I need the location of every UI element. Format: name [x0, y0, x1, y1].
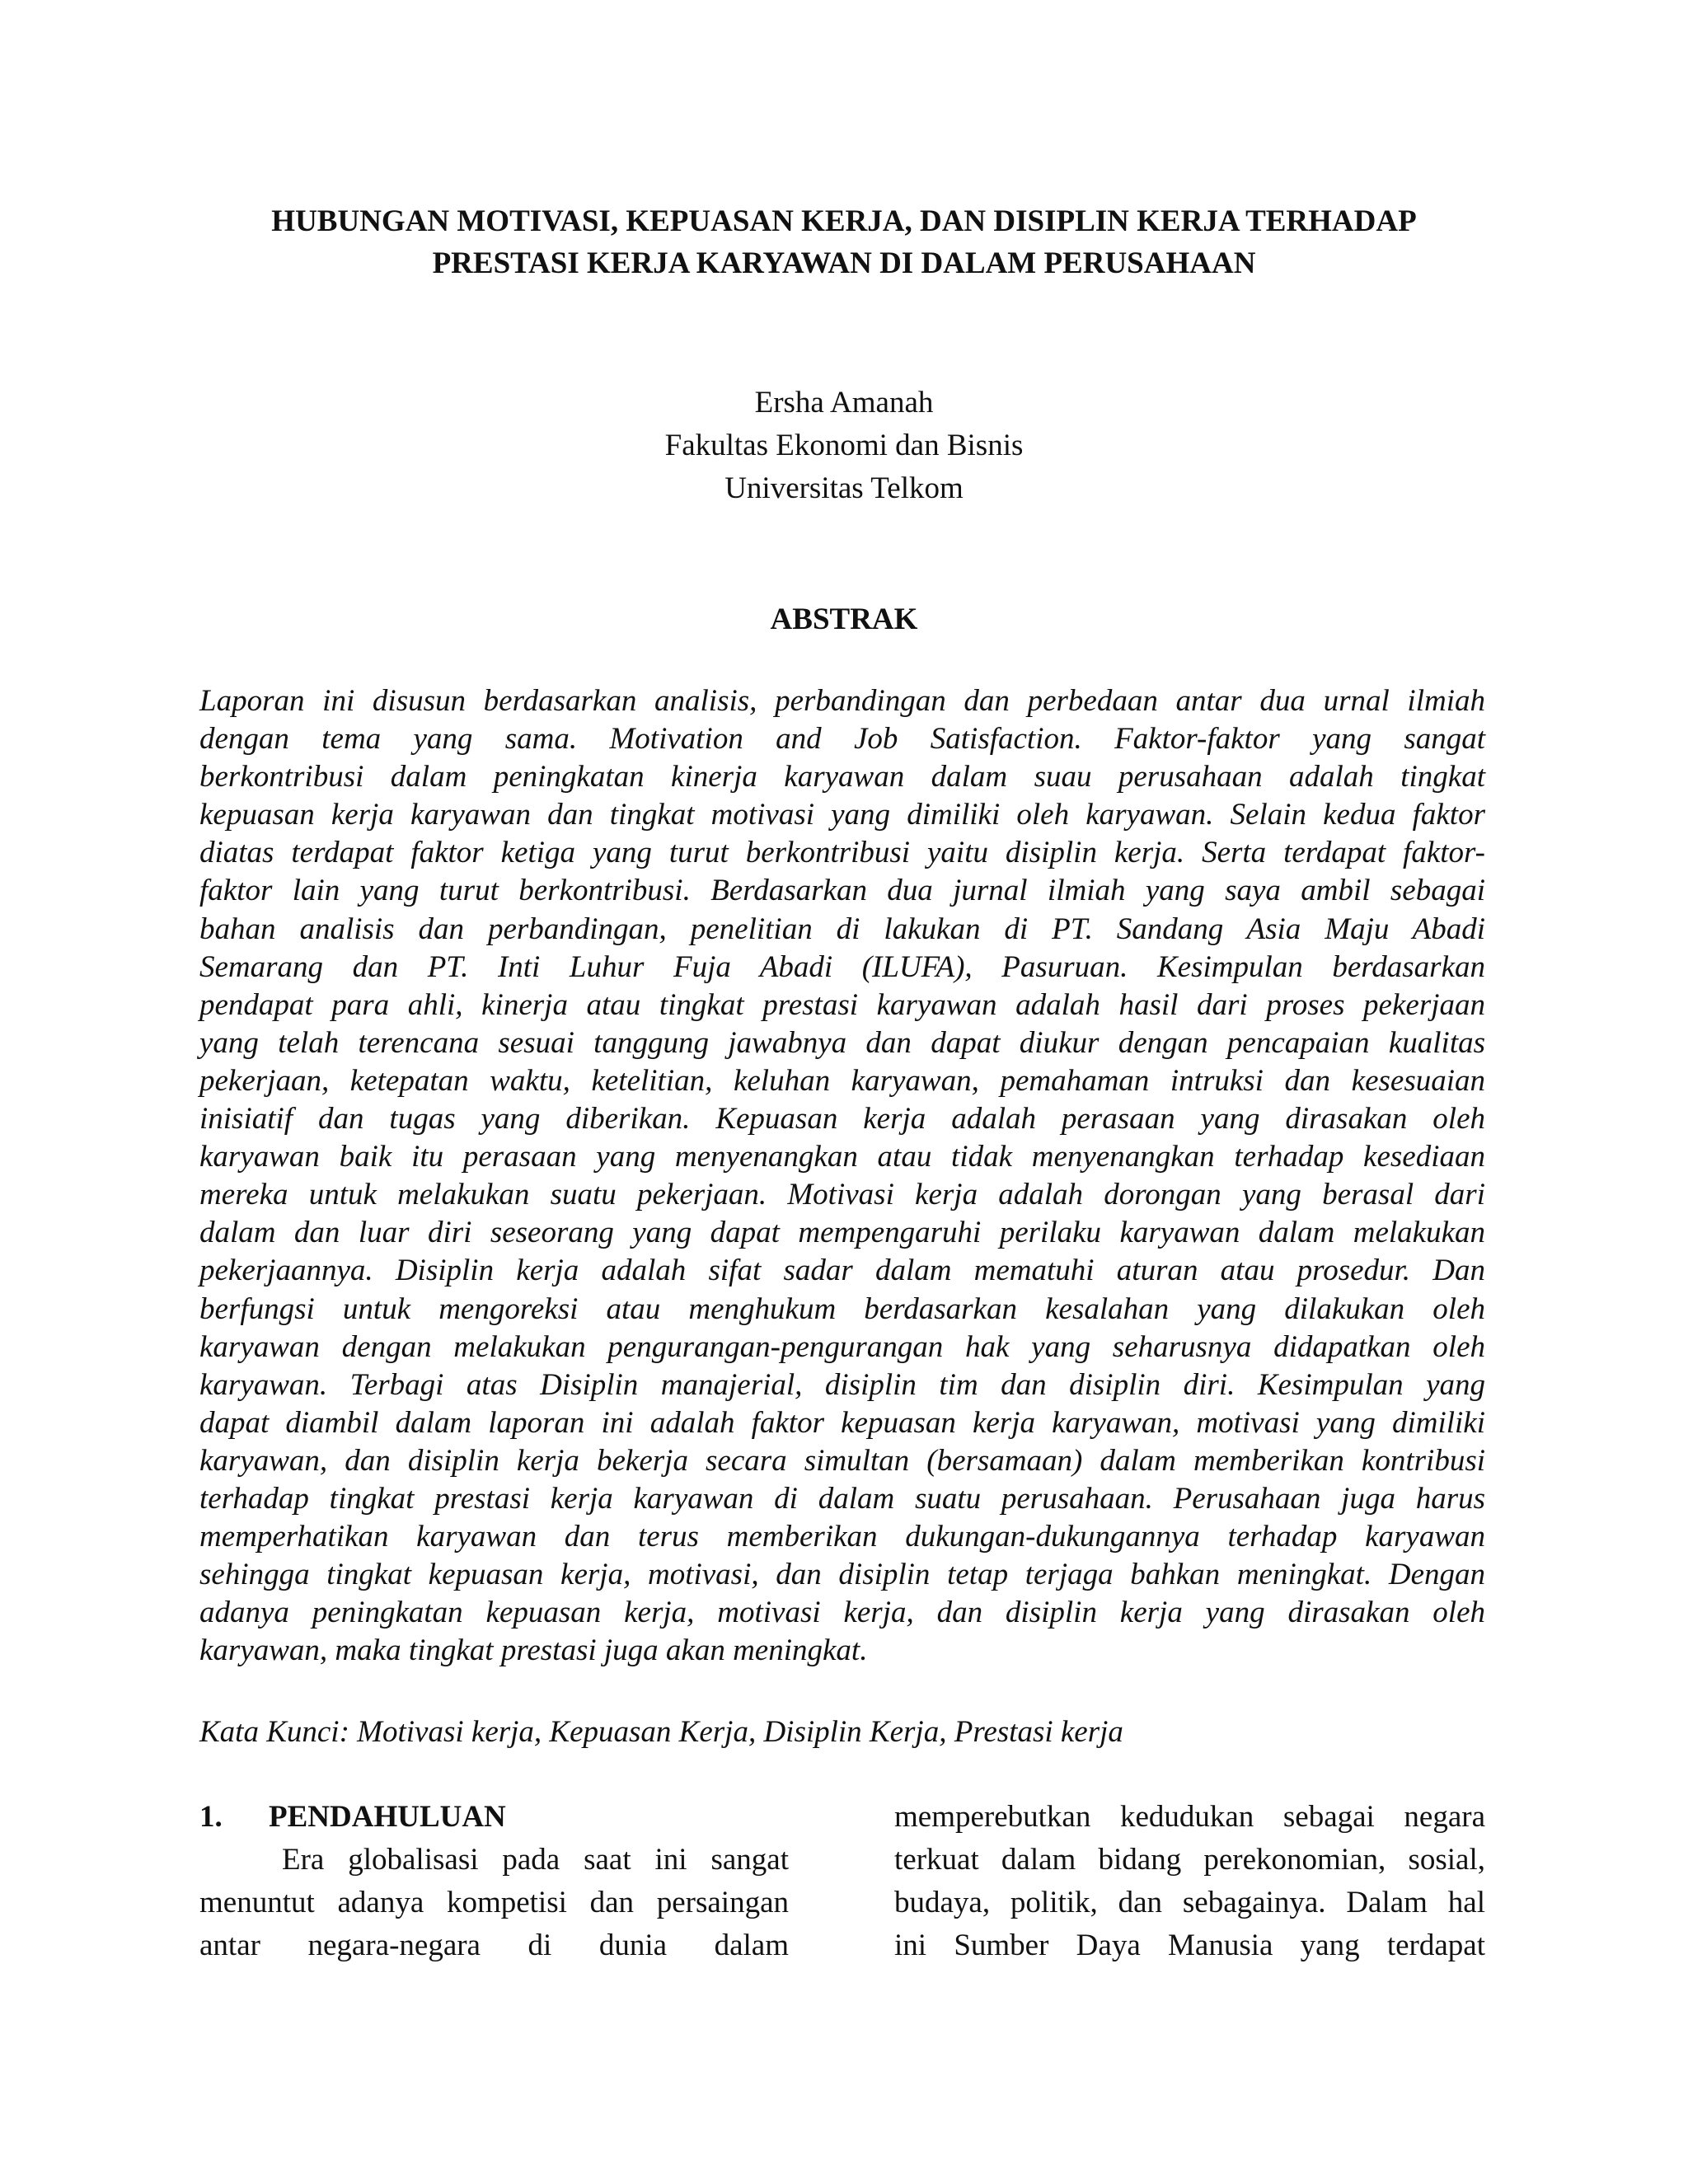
- author-university: Universitas Telkom: [724, 471, 964, 505]
- abstract-line: Laporan ini disusun berdasarkan analisis, perbandingan dan perbedaan antar dua urnal ilmiah: [199, 684, 1485, 718]
- abstract-line: diatas terdapat faktor ketiga yang turut berkontribusi yaitu disiplin kerja. Serta terdapat faktor-: [199, 836, 1485, 870]
- abstract-line: Semarang dan PT. Inti Luhur Fuja Abadi (ILUFA), Pasuruan. Kesimpulan berdasarkan: [199, 949, 1485, 984]
- abstract-line: karyawan, maka tingkat prestasi juga akan meningkat.: [199, 1633, 868, 1668]
- paper-title-line: HUBUNGAN MOTIVASI, KEPUASAN KERJA, DAN DISIPLIN KERJA TERHADAP: [271, 204, 1417, 238]
- body-line: ini Sumber Daya Manusia yang terdapat: [894, 1929, 1485, 1962]
- abstract-line: dengan tema yang sama. Motivation and Job Satisfaction. Faktor-faktor yang sangat: [199, 722, 1485, 757]
- keywords: Kata Kunci: Motivasi kerja, Kepuasan Kerja, Disiplin Kerja, Prestasi kerja: [199, 1715, 1123, 1749]
- abstract-body: [199, 682, 1485, 1670]
- section-number: 1.: [199, 1800, 223, 1834]
- abstract-line: dalam dan luar diri seseorang yang dapat mempengaruhi perilaku karyawan dalam melakukan: [199, 1216, 1485, 1250]
- paper-title-line: PRESTASI KERJA KARYAWAN DI DALAM PERUSAHAAN: [432, 246, 1256, 280]
- abstract-line: karyawan dengan melakukan pengurangan-pengurangan hak yang seharusnya didapatkan oleh: [199, 1329, 1485, 1364]
- abstract-line: sehingga tingkat kepuasan kerja, motivasi, dan disiplin tetap terjaga bahkan meningkat. Dengan: [199, 1558, 1485, 1592]
- author-faculty: Fakultas Ekonomi dan Bisnis: [664, 429, 1024, 462]
- abstract-line: karyawan, dan disiplin kerja bekerja secara simultan (bersamaan) dalam memberikan kontribusi: [199, 1443, 1485, 1478]
- abstract-line: kepuasan kerja karyawan dan tingkat motivasi yang dimiliki oleh karyawan. Selain kedua faktor: [199, 798, 1485, 832]
- abstract-line: faktor lain yang turut berkontribusi. Berdasarkan dua jurnal ilmiah yang saya ambil sebagai: [199, 874, 1485, 908]
- abstract-line: mereka untuk melakukan suatu pekerjaan. Motivasi kerja adalah dorongan yang berasal dari: [199, 1178, 1485, 1212]
- body-line: Era globalisasi pada saat ini sangat: [282, 1843, 789, 1877]
- body-line: budaya, politik, dan sebagainya. Dalam hal: [894, 1886, 1485, 1919]
- abstract-heading: ABSTRAK: [770, 602, 918, 636]
- right-column: [894, 1796, 1485, 1967]
- section-heading: [199, 1796, 789, 1839]
- abstract-line: karyawan. Terbagi atas Disiplin manajerial, disiplin tim dan disiplin diri. Kesimpulan yang: [199, 1367, 1485, 1402]
- abstract-line: pendapat para ahli, kinerja atau tingkat prestasi karyawan adalah hasil dari proses pekerjaan: [199, 987, 1485, 1022]
- abstract-line: adanya peningkatan kepuasan kerja, motivasi kerja, dan disiplin kerja yang dirasakan oleh: [199, 1596, 1485, 1630]
- abstract-line: berfungsi untuk mengoreksi atau menghukum berdasarkan kesalahan yang dilakukan oleh: [199, 1291, 1485, 1326]
- abstract-line: memperhatikan karyawan dan terus memberikan dukungan-dukungannya terhadap karyawan: [199, 1520, 1485, 1554]
- section-title: PENDAHULUAN: [269, 1800, 506, 1834]
- left-column: [199, 1796, 789, 1967]
- abstract-line: dapat diambil dalam laporan ini adalah faktor kepuasan kerja karyawan, motivasi yang dimiliki: [199, 1405, 1485, 1440]
- abstract-line: bahan analisis dan perbandingan, penelitian di lakukan di PT. Sandang Asia Maju Abadi: [199, 912, 1485, 946]
- abstract-line: berkontribusi dalam peningkatan kinerja karyawan dalam suau perusahaan adalah tingkat: [199, 760, 1485, 794]
- abstract-line: inisiatif dan tugas yang diberikan. Kepuasan kerja adalah perasaan yang dirasakan oleh: [199, 1102, 1485, 1137]
- paper-title: [165, 200, 1523, 284]
- author-name: Ersha Amanah: [754, 386, 934, 419]
- body-line: antar negara-negara di dunia dalam: [199, 1929, 789, 1962]
- abstract-line: karyawan baik itu perasaan yang menyenangkan atau tidak menyenangkan terhadap kesediaan: [199, 1140, 1485, 1174]
- body-line: terkuat dalam bidang perekonomian, sosial,: [894, 1843, 1485, 1877]
- abstract-line: pekerjaannya. Disiplin kerja adalah sifat sadar dalam mematuhi aturan atau prosedur. Dan: [199, 1254, 1485, 1288]
- author-block: [165, 382, 1523, 510]
- body-line: memperebutkan kedudukan sebagai negara: [894, 1800, 1485, 1834]
- abstract-line: yang telah terencana sesuai tanggung jawabnya dan dapat diukur dengan pencapaian kualitas: [199, 1025, 1485, 1060]
- body-line: menuntut adanya kompetisi dan persaingan: [199, 1886, 789, 1919]
- abstract-line: pekerjaan, ketepatan waktu, ketelitian, keluhan karyawan, pemahaman intruksi dan kesesuaian: [199, 1063, 1485, 1098]
- abstract-line: terhadap tingkat prestasi kerja karyawan di dalam suatu perusahaan. Perusahaan juga harus: [199, 1481, 1485, 1516]
